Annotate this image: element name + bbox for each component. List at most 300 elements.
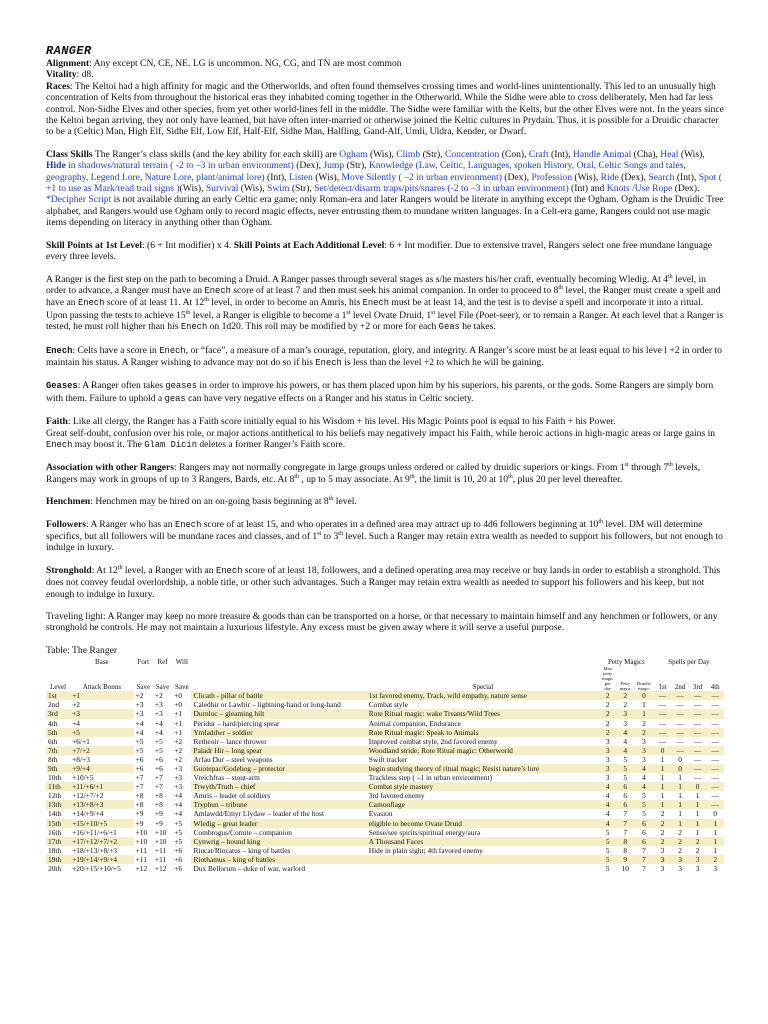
table-cell: — <box>671 728 689 737</box>
table-cell: — <box>706 746 724 755</box>
table-cell: 0 <box>713 809 718 819</box>
ranger-table <box>46 658 724 873</box>
table-cell: 4 <box>634 764 654 773</box>
table-cell: Swift tracker <box>368 754 408 764</box>
table-cell: 8 <box>617 837 635 846</box>
table-cell: 6 <box>617 800 635 809</box>
table-cell: +8 <box>135 791 144 801</box>
table-cell: +5 <box>135 736 144 746</box>
table-cell: — <box>654 728 672 737</box>
table-cell: +20/+15/+10/+5 <box>72 864 121 874</box>
table-cell: 6 <box>642 827 646 837</box>
table-cell: — <box>711 754 719 764</box>
skill-link[interactable]: Hide <box>46 160 66 172</box>
table-cell: 3rd <box>46 709 70 718</box>
table-cell: — <box>711 736 719 746</box>
table-cell: — <box>706 728 724 737</box>
table-cell: 5 <box>623 773 628 783</box>
table-cell: 1 <box>654 800 672 809</box>
table-cell: 1 <box>678 809 682 819</box>
table-cell: 4th <box>48 718 58 728</box>
table-cell: — <box>689 764 707 773</box>
table-cell: 1 <box>671 819 689 828</box>
table-cell: — <box>671 746 689 755</box>
table-cell: 1 <box>706 819 724 828</box>
table-cell: 2 <box>617 691 635 700</box>
table-cell: 2 <box>660 827 665 837</box>
table-cell: Guotepac/Godebog – protector <box>191 764 366 773</box>
table-cell: 1 <box>678 791 682 801</box>
table-cell: 3 <box>623 718 628 728</box>
table-cell: +3 <box>135 709 144 719</box>
table-cell: 1 <box>689 819 707 828</box>
table-cell: +13/+8/+3 <box>70 800 134 809</box>
table-cell: eligible to become Ovate Druid <box>367 819 599 828</box>
table-cell: 7th <box>46 746 70 755</box>
table-cell: — <box>658 736 667 746</box>
table-cell: 0 <box>671 764 689 773</box>
table-cell: 9 <box>617 855 635 864</box>
table-cell: — <box>654 691 672 700</box>
table-cell: +6 <box>135 754 144 764</box>
table-cell <box>367 855 599 864</box>
table-row <box>46 737 724 746</box>
table-cell: Clicath - pillar of battle <box>191 691 366 700</box>
table-cell: +11 <box>135 845 147 855</box>
henchmen-paragraph: Henchmen: Henchmen may be hired on an on-going basis beginning at 8th level. <box>46 496 357 508</box>
table-cell: +8 <box>154 800 163 810</box>
skill-link[interactable]: Survival <box>205 183 239 195</box>
vitality-line: Vitality: d8. <box>46 69 94 81</box>
table-cell: Camouflage <box>367 800 599 809</box>
table-cell: Rote Ritual magic: Speak to Animals <box>367 728 599 737</box>
table-cell: 3 <box>660 845 665 855</box>
stronghold-paragraph: Stronghold: At 12th level, a Ranger with an Enech score of at least 18, followers, and a defined operating area may receive or buy lands in order to establish a stronghold. This does not convey feudal overlordship, a noble title, or other such advantages. Such a Ranger may retain extra wealth as needed to support his followers and his keep, but not enough to indulge in luxury. <box>46 564 721 600</box>
table-cell: begin studying theory of ritual magic; Resist nature’s lure <box>367 764 599 773</box>
table-cell: 7 <box>623 809 628 819</box>
table-cell: — <box>676 736 684 746</box>
table-body <box>46 691 724 873</box>
table-cell: 5 <box>599 855 617 864</box>
table-cell: +11 <box>154 854 167 864</box>
table-cell: Combat style <box>368 700 408 710</box>
table-cell: 0 <box>654 746 672 755</box>
skill-link[interactable]: Move Silently ( –2 in urban environment) <box>341 171 502 183</box>
table-row <box>46 719 724 728</box>
table-cell: 3 <box>654 855 672 864</box>
table-cell: — <box>693 736 702 746</box>
table-cell: Amris – leader of soldiers <box>193 791 271 801</box>
table-cell: 6 <box>634 837 654 846</box>
table-cell: Tryphun – tribune <box>191 800 366 809</box>
table-cell: +10 <box>135 827 148 837</box>
table-cell: +12 <box>135 864 148 874</box>
table-cell: 3 <box>660 864 665 874</box>
table-cell: +3 <box>154 709 163 719</box>
table-cell: 7 <box>623 827 628 837</box>
table-cell: 4 <box>623 736 628 746</box>
table-cell: 3 <box>713 864 718 874</box>
table-cell: +2 <box>154 691 163 701</box>
skill-link[interactable]: Ride <box>600 171 619 183</box>
table-cell: 1 <box>695 809 700 819</box>
table-cell: 2nd <box>48 700 60 710</box>
table-cell: — <box>706 782 724 791</box>
table-cell: Improved combat style, 2nd favored enemy <box>368 736 498 746</box>
table-row <box>46 837 724 846</box>
faith-paragraph: Faith: Like all clergy, the Ranger has a Faith score initially equal to his Wisdom + his level. His Magic Points pool is equal to his Faith + his Power. Great self-doubt, confusion over his role, or major actions antithetical to his beliefs may negatively impact his Faith, while heroic actions in high-magic areas or large gains in Enech may boost it. The Glam Dicin deletes a former Ranger’s Faith score. <box>46 416 716 450</box>
table-cell: +5 <box>174 818 183 828</box>
skill-link[interactable]: Spot ( +1 to use as Mark/read trail signs ) <box>46 171 722 195</box>
table-cell: +8 <box>154 791 163 801</box>
table-cell: +1 <box>174 727 183 737</box>
table-cell: Durnluc – gleaming hilt <box>191 709 366 718</box>
class-skills-paragraph: Class Skills The Ranger’s class skills (and the key ability for each skill) are Ogham (Wis), Climb (Str), Concentration (Con), Craft (Int), Handle Animal (Cha), Heal (Wis), Hide in shadows/natural terrain ( -2 to –3 in urban environment) (Dex), Jump (Str), Knowledge (Law, Celtic, Languages, spoken History, Oral, Celtic Songs and tales, geography, Legend Lore, Nature Lore, plant/animal lore) (Int), Listen (Wis), Move Silently ( –2 in urban environment) (Dex), Profession (Wis), Ride (Dex), Search (Int), Spot ( +1 to use as Mark/read trail signs )(Wis), Survival (Wis), Swim (Str), Set/detect/disarm traps/pits/snares (-2 to –3 in urban environment) (Int) and Knots /Use Rope (Dex). *Decipher Script is not available during an early Celtic era game; only Roman-era and later Rangers would be literate in anything except the Ogham. Ogham is the Druidic Tree alphabet, and Rangers would use Ogham only to record magic effects, never entrusting them to mundane written languages. In a Celt-era game, Rangers could not use magic items depending on literacy in anything other than Ogham. <box>46 148 724 229</box>
table-cell: +7 <box>154 782 163 792</box>
table-cell: 7 <box>642 845 646 855</box>
table-cell: +12/+7/+2 <box>72 791 104 801</box>
table-cell: +9 <box>135 818 144 828</box>
table-cell: 3 <box>599 764 617 773</box>
table-row <box>46 809 724 818</box>
table-cell: 5 <box>599 837 617 846</box>
table-cell: +15/+10/+5 <box>70 819 134 828</box>
table-cell: Amlawdd/Emyr Llydaw – leader of the host <box>193 809 325 819</box>
table-cell: 1 <box>713 827 718 837</box>
table-cell: +18/+13/+8/+3 <box>72 845 118 855</box>
table-cell: — <box>689 709 707 718</box>
table-cell: 7 <box>634 855 654 864</box>
table-cell: 3 <box>605 754 610 764</box>
table-cell: +4 <box>154 727 163 737</box>
skill-link[interactable]: Jump <box>323 160 345 172</box>
table-cell: 12th <box>48 791 62 801</box>
table-cell: +2 <box>174 745 183 755</box>
table-cell: 0 <box>689 782 707 791</box>
followers-paragraph: Followers: A Ranger who has an Enech score of at least 15, and who operates in a defined area may attract up to 4d6 followers beginning at 10th level. DM will determine specifics, but all followers will be mundane races and classes, and of 1st to 3th level. Such a Ranger may retain extra wealth as needed to support his followers, but not enough to indulge in luxury. <box>46 518 723 554</box>
table-cell: 6 <box>634 819 654 828</box>
table-cell: +11/+6/+1 <box>70 782 134 791</box>
table-cell: 1 <box>660 773 665 783</box>
table-cell: 3 <box>671 855 689 864</box>
table-cell: +9 <box>154 809 163 819</box>
table-cell: +2 <box>174 754 183 764</box>
table-cell: — <box>676 700 684 710</box>
table-row <box>46 828 724 837</box>
skill-link[interactable]: Set/detect/disarm traps/pits/snares (-2 to –3 in urban environment) <box>314 183 569 195</box>
table-cell: Combrogus/Comite – companion <box>193 827 293 837</box>
table-cell: Wledig – great leader <box>191 819 366 828</box>
table-cell: Paladr Hir – long spear <box>191 746 366 755</box>
table-cell: +6 <box>174 845 183 855</box>
table-cell: +4 <box>174 800 183 810</box>
table-cell: +9 <box>154 818 163 828</box>
table-cell: +2 <box>135 691 144 701</box>
table-cell: 1st favored enemy, Track, wild empathy, nature sense <box>367 691 599 700</box>
table-row <box>46 746 724 755</box>
table-cell: Rote Ritual magic: wake Treants/Wild Trees <box>367 709 599 718</box>
table-cell: +5 <box>70 728 134 737</box>
table-cell: — <box>658 718 667 728</box>
table-cell: +6/+1 <box>72 736 90 746</box>
table-cell: — <box>671 691 689 700</box>
table-cell: 2 <box>599 691 617 700</box>
table-cell: — <box>706 691 724 700</box>
table-cell: 2 <box>695 845 700 855</box>
table-cell: +5 <box>154 736 163 746</box>
table-cell: 2 <box>689 837 707 846</box>
table-cell: 2 <box>605 700 610 710</box>
table-cell: +7 <box>154 773 163 783</box>
table-cell: Woodland stride; Rote Ritual magic: Otherworld <box>367 746 599 755</box>
table-cell: +16/+11/+6/+1 <box>72 827 117 837</box>
table-cell: — <box>711 700 719 710</box>
table-cell: Trackless step ( –1 in urban environment) <box>368 773 493 783</box>
table-cell: — <box>689 746 707 755</box>
table-cell: +9/+4 <box>70 764 134 773</box>
table-cell: +4 <box>135 718 144 728</box>
skill-link[interactable]: Heal <box>660 148 679 160</box>
skill-link[interactable]: Listen <box>288 171 313 183</box>
table-cell: Ymladdwr – soldier <box>191 728 366 737</box>
table-cell: 3 <box>642 736 646 746</box>
table-cell: 20th <box>48 864 62 874</box>
races-paragraph: Races: The Keltoi had a high affinity for magic and the Otherworlds, and often found themselves crossing times and world-lines unintentionally. This led to an unusually high concentration of Kelts from throughout the historical eras they inhabited coming together in the Otherworld. While the Sidhe were able to cross deliberately, Men had far less control. Non-Sidhe Elves and other species, from yet other world-lines fell in the middle. The Sidhe were familiar with the Kelts, but the other Elves were not. In the years since the Keltoi began arriving, they not only have learned, but have often inter-married or otherwise joined the Keltic cultures in Prydain. Thus, it is possible for a Druidic character to be a (Celtic) Man, High Elf, Sidhe Elf, Low Elf, Half-Elf, Sidhe Man, Halfling, Gand-Alf, Umli, Uldra, Kender, or Dwarf. <box>46 80 724 138</box>
table-row <box>46 773 724 782</box>
table-cell: 1 <box>654 782 672 791</box>
table-cell: 5 <box>642 809 646 819</box>
table-cell: 19th <box>46 855 70 864</box>
table-cell: +0 <box>174 691 183 701</box>
table-cell: 5 <box>634 800 654 809</box>
table-row <box>46 846 724 855</box>
table-cell: 5th <box>46 728 70 737</box>
skill-link[interactable]: *Decipher Script <box>46 194 112 206</box>
table-cell: 3 <box>599 746 617 755</box>
table-cell: — <box>689 728 707 737</box>
table-row <box>46 709 724 718</box>
table-cell: 3 <box>695 864 700 874</box>
table-cell: +2 <box>72 700 80 710</box>
table-cell: +11 <box>154 845 167 855</box>
table-cell: Dux Bellorum – duke of war, warlord <box>193 864 306 874</box>
table-cell: Evasion <box>368 809 393 819</box>
table-cell: +10 <box>135 836 148 846</box>
ranger-path-paragraph: A Ranger is the first step on the path to becoming a Druid. A Ranger passes through several stages as s/he masters his/her craft, eventually becoming Wledig. At 4th level, in order to advance, a Ranger must have an Enech score of at least 7 and then must seek his animal companion. In order to proceed to 8th level, the Ranger must create a spell and have an Enech score of at least 11. At 12th level, in order to become an Amris, his Enech must be at least 14, and the test is to devise a spell and incorporate it into a ritual. Upon passing the tests to achieve 15th level, a Ranger is eligible to become a 1st level Ovate Druid, 1st level File (Poet-seer), or to remain a Ranger. At each level that a Ranger is tested, he must roll higher than his Enech on 1d20. This roll may be modified by +2 or more for each Geas he takes. <box>46 273 724 333</box>
table-cell: +9 <box>135 809 144 819</box>
table-cell: +1 <box>70 691 134 700</box>
table-cell: 14th <box>48 809 62 819</box>
association-paragraph: Association with other Rangers: Rangers may not normally congregate in large groups unless ordered or called by druidic superiors or kings. From 1st through 7th levels, Rangers may work in groups of up to 3 Rangers, Bards, etc. At 8th , up to 5 may associate. At 9th, the limit is 10, 20 at 10th, plus 20 per level thereafter. <box>46 462 700 485</box>
skill-link[interactable]: Concentration <box>444 148 500 160</box>
table-cell: 2 <box>654 837 672 846</box>
table-cell: Cynwrig – hound king <box>191 837 366 846</box>
table-cell: +4 <box>72 718 80 728</box>
table-cell: +3 <box>174 773 183 783</box>
table-cell: 3rd favored enemy <box>368 791 425 801</box>
table-cell: +3 <box>135 700 144 710</box>
table-cell: Arfau Dur – steel weapons <box>193 754 273 764</box>
table-cell: +19/+14/+9/+4 <box>70 855 134 864</box>
skill-link[interactable]: Ogham <box>339 148 368 160</box>
table-cell: +12 <box>154 864 167 874</box>
table-row <box>46 755 724 764</box>
table-cell: 2 <box>623 700 628 710</box>
table-cell: 3 <box>689 855 707 864</box>
table-cell: 1 <box>689 800 707 809</box>
table-cell: 3 <box>605 736 610 746</box>
table-row <box>46 700 724 709</box>
table-cell: Riothamus – king of battles <box>191 855 366 864</box>
table-cell: +10/+5 <box>72 773 94 783</box>
table-cell: 3 <box>634 746 654 755</box>
skill-link[interactable]: Knowledge (Law, Celtic, Languages, spoken History, Oral, Celtic Songs and tales, geography, Legend Lore, Nature Lore, plant/animal lore) <box>46 160 686 183</box>
table-cell: +7 <box>135 782 144 792</box>
table-row <box>46 728 724 737</box>
table-cell <box>367 864 599 873</box>
table-cell: +7/+2 <box>70 746 134 755</box>
table-cell: +6 <box>154 754 163 764</box>
table-cell: 0 <box>634 691 654 700</box>
table-cell: Vreichfras – stout-arm <box>193 773 260 783</box>
table-cell: 1 <box>654 764 672 773</box>
table-cell: 5 <box>605 864 610 874</box>
table-cell: +5 <box>174 836 183 846</box>
table-cell: +4 <box>174 809 183 819</box>
table-cell: 1 <box>660 791 665 801</box>
table-cell: 7 <box>617 819 635 828</box>
table-row <box>46 782 724 791</box>
table-cell: 6 <box>617 782 635 791</box>
table-cell: +4 <box>154 718 163 728</box>
table-cell: — <box>671 709 689 718</box>
table-cell: Retheoir – lance thrower <box>193 736 267 746</box>
table-cell: 4 <box>617 746 635 755</box>
table-row <box>46 791 724 800</box>
table-cell: — <box>706 800 724 809</box>
skill-link[interactable]: Knots /Use Rope <box>606 183 673 195</box>
table-cell: 2 <box>605 718 610 728</box>
table-cell: +4 <box>135 727 144 737</box>
skill-link[interactable]: Profession <box>531 171 572 183</box>
table-cell: 15th <box>46 819 70 828</box>
ranger-document <box>46 44 724 873</box>
table-cell: +5 <box>154 745 163 755</box>
table-cell: — <box>706 709 724 718</box>
table-cell: 5 <box>605 845 610 855</box>
traveling-light-paragraph: Traveling light: A Ranger may keep no more treasure & goods than can be transported on a horse, or that necessary to maintain himself and any henchmen or followers, or any stronghold he controls. He may not maintain a luxurious lifestyle. Any excess must be given away where it will serve a useful purpose. <box>46 611 718 634</box>
table-cell: +3 <box>174 764 183 773</box>
table-cell: — <box>693 700 702 710</box>
table-cell: 11th <box>46 782 70 791</box>
enech-paragraph: Enech: Celts have a score in Enech, or “face”, a measure of a man’s courage, reputation, glory, and integrity. A Ranger’s score must be at least equal to his leve l +2 in order to maintain his status. A Ranger wishing to advance may not do so if his Enech is less than the level +2 to which he will be gaining. <box>46 344 722 368</box>
table-cell: +6 <box>174 864 183 874</box>
table-cell: 1 <box>695 827 700 837</box>
table-cell: 4 <box>634 782 654 791</box>
table-cell: — <box>693 718 702 728</box>
table-cell: 1 <box>634 709 654 718</box>
table-cell: 13th <box>46 800 70 809</box>
skill-link[interactable]: Swim <box>267 183 290 195</box>
table-cell: 8th <box>48 754 58 764</box>
table-cell: 3 <box>678 864 682 874</box>
table-cell: 4 <box>599 819 617 828</box>
table-row <box>46 864 724 873</box>
table-cell: +6 <box>154 764 163 773</box>
table-cell: +8/+3 <box>72 754 90 764</box>
skill-link[interactable]: Search <box>648 171 675 183</box>
table-cell: +8 <box>135 800 144 810</box>
table-cell: — <box>689 691 707 700</box>
table-cell: +2 <box>174 736 183 746</box>
table-cell: 1 <box>642 700 646 710</box>
table-cell: 1 <box>678 773 682 783</box>
table-cell: 9th <box>46 764 70 773</box>
table-cell: Caledhir or Lawhir – lightning-hand or long-hand <box>193 700 341 710</box>
table-cell: +10 <box>154 827 167 837</box>
table-cell: +5 <box>174 827 183 837</box>
table-cell: 3 <box>605 773 610 783</box>
table-cell: 5 <box>605 827 610 837</box>
table-cell: Animal companion, Endurance <box>368 718 461 728</box>
table-cell: 5 <box>623 754 628 764</box>
table-cell: 17th <box>46 837 70 846</box>
table-cell: 4 <box>642 773 646 783</box>
skill-link[interactable]: Handle Animal <box>572 148 632 160</box>
skill-link[interactable]: Craft <box>528 148 549 160</box>
table-cell: 1 <box>713 845 718 855</box>
table-cell: 2 <box>642 718 646 728</box>
table-cell: 3 <box>617 709 635 718</box>
table-cell: Combat style mastery <box>367 782 599 791</box>
table-cell: 2 <box>678 845 682 855</box>
table-cell: 2 <box>599 709 617 718</box>
table-cell: — <box>693 754 702 764</box>
table-cell: 2 <box>706 855 724 864</box>
table-cell: 10th <box>48 773 62 783</box>
table-cell: 5 <box>617 764 635 773</box>
table-cell: 8 <box>623 845 628 855</box>
table-cell: 2 <box>634 728 654 737</box>
table-cell: 18th <box>48 845 62 855</box>
skill-link[interactable]: Climb <box>396 148 421 160</box>
table-cell: 1st <box>46 691 70 700</box>
table-cell: +14/+9/+4 <box>72 809 104 819</box>
table-caption: Table: The Ranger <box>46 644 118 656</box>
table-cell: +10 <box>154 836 167 846</box>
table-cell: A Thousand Faces <box>367 837 599 846</box>
table-cell: +4 <box>174 791 183 801</box>
table-cell: 16th <box>48 827 62 837</box>
table-cell: 1 <box>660 754 665 764</box>
table-cell: 2 <box>599 728 617 737</box>
table-cell: — <box>711 773 719 783</box>
table-row <box>46 764 724 773</box>
table-cell: Hide in plain sight; 4th favored enemy <box>368 845 483 855</box>
table-cell: 1 <box>706 837 724 846</box>
table-cell: 0 <box>678 754 682 764</box>
table-cell: +3 <box>174 782 183 792</box>
table-cell: 6 <box>623 791 628 801</box>
table-cell: +6 <box>174 854 183 864</box>
table-cell: — <box>693 773 702 783</box>
table-cell: — <box>706 764 724 773</box>
table-cell: 6th <box>48 736 58 746</box>
table-cell: Peridur – hard/piercing spear <box>193 718 280 728</box>
table-cell: +5 <box>135 745 144 755</box>
table-cell: +3 <box>154 700 163 710</box>
alignment-line: Alignment: Any except CN, CE, NE. LG is uncommon. NG, CG, and TN are most common <box>46 58 402 69</box>
